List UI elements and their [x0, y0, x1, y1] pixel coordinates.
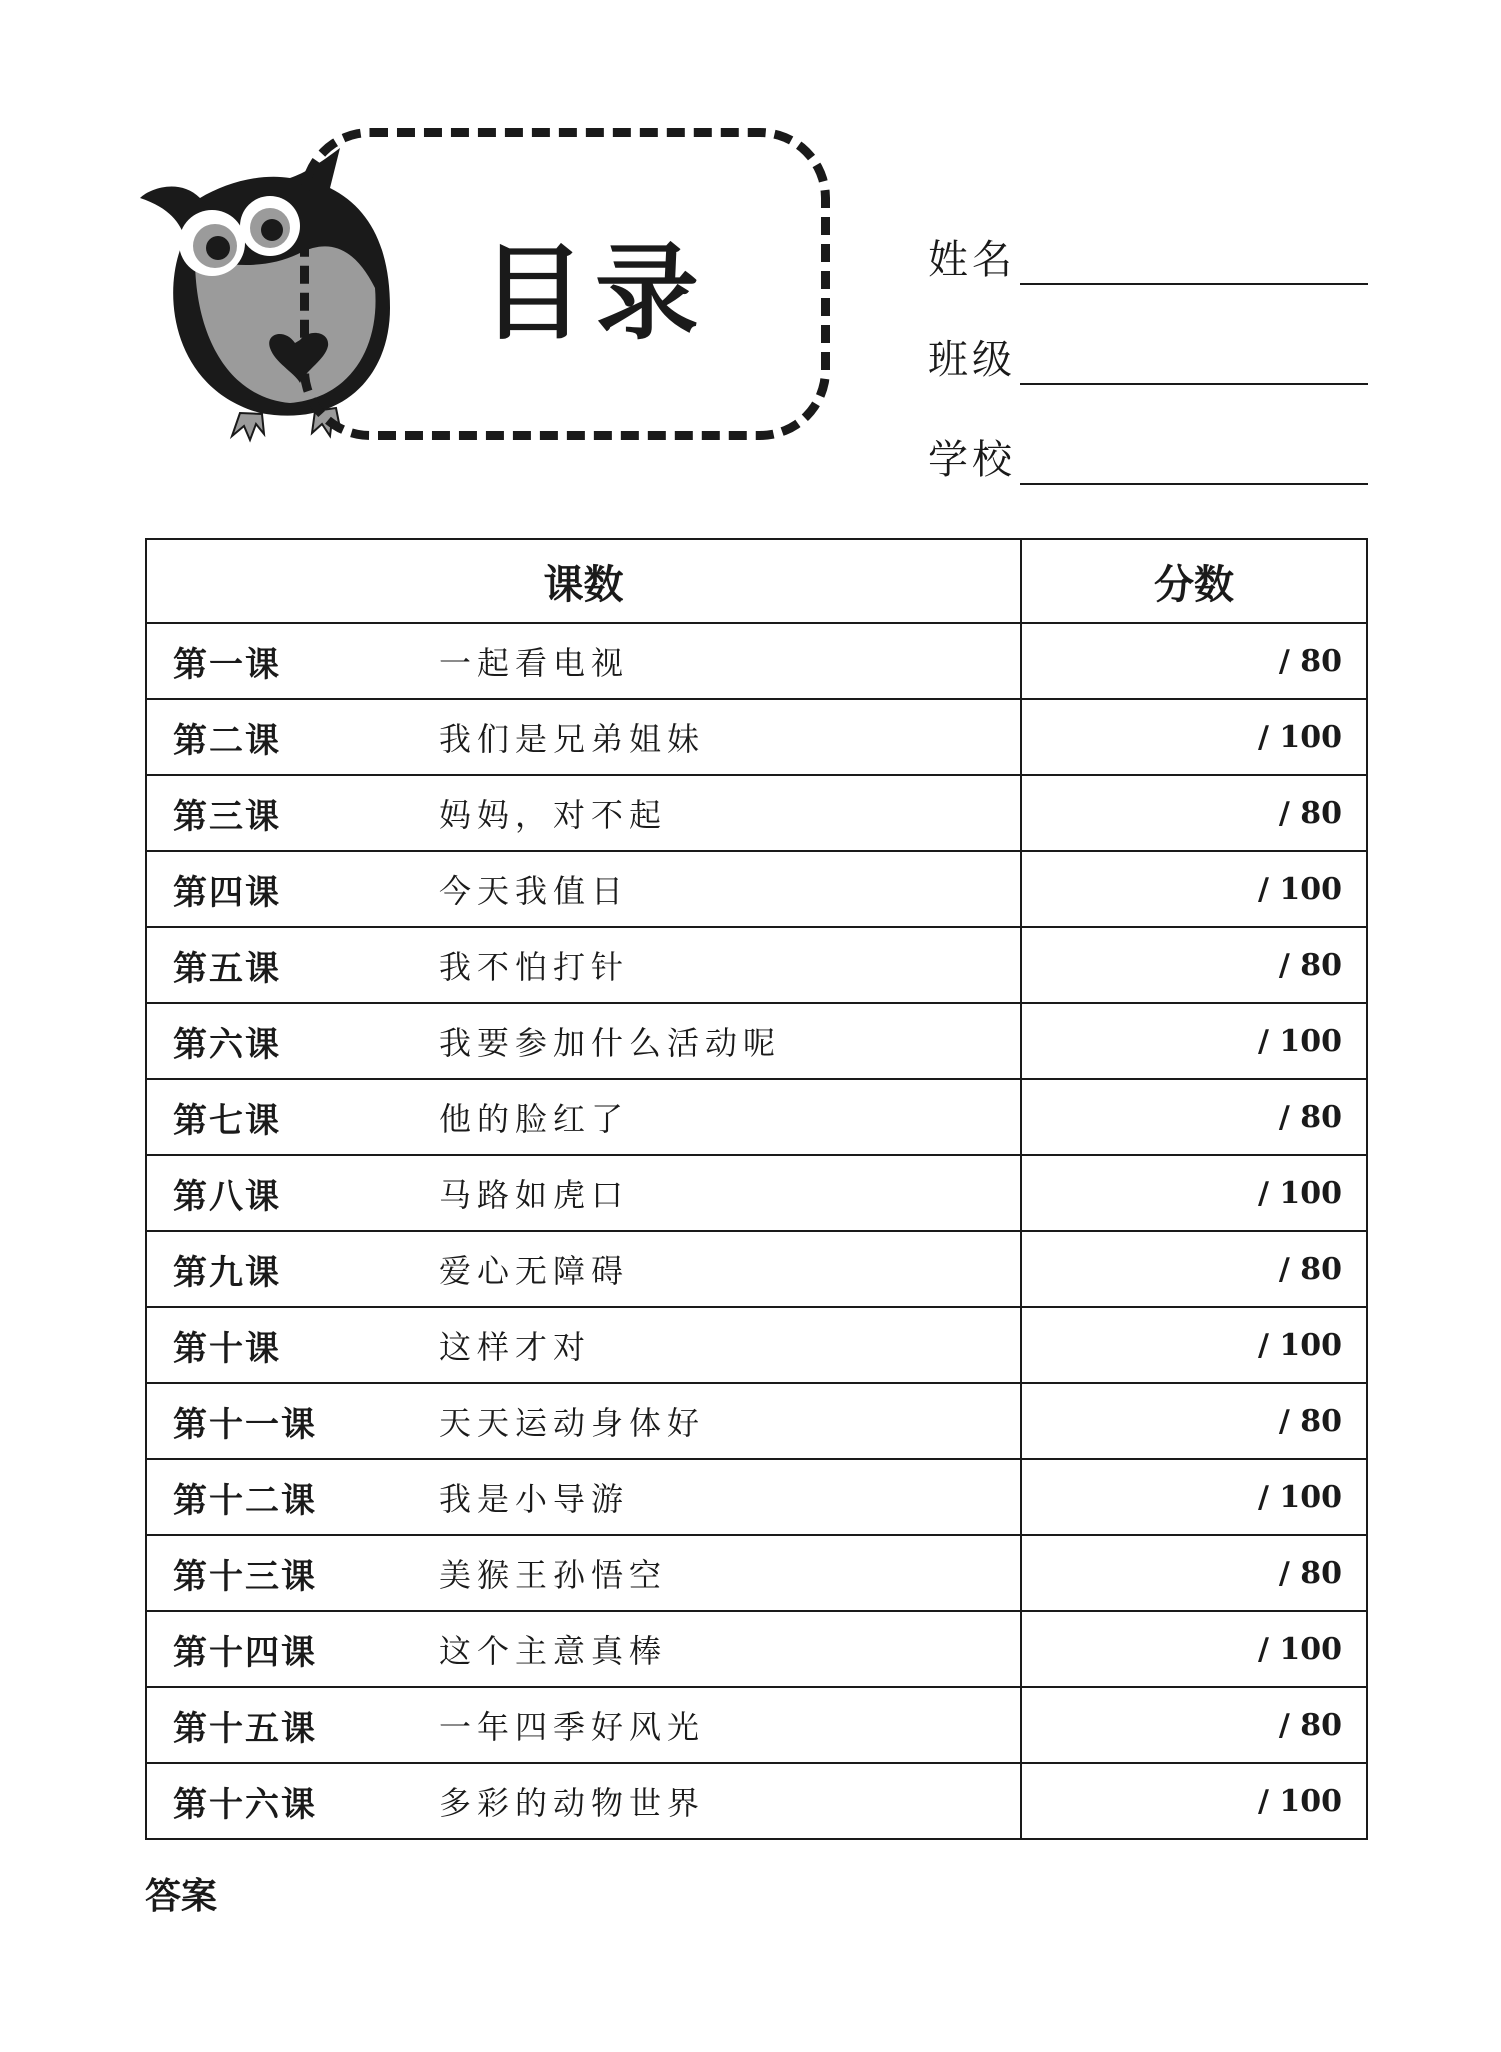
- lesson-title: 马路如虎口: [439, 1176, 630, 1214]
- lesson-number: 第八课: [173, 1176, 281, 1217]
- lesson-cell: [146, 1611, 1021, 1687]
- score-column-header: 分数: [1021, 539, 1367, 623]
- table-body: [146, 623, 1367, 1839]
- lesson-title: 妈妈，对不起: [439, 796, 668, 834]
- table-row: [146, 851, 1367, 927]
- lesson-title: 我们是兄弟姐妹: [439, 720, 706, 758]
- table-header-row: [146, 539, 1367, 623]
- lesson-title: 我不怕打针: [439, 948, 630, 986]
- score-cell: / 100: [1021, 1155, 1367, 1231]
- lesson-title: 我要参加什么活动呢: [439, 1024, 782, 1062]
- lesson-title: 这样才对: [439, 1328, 592, 1366]
- lesson-title: 爱心无障碍: [439, 1252, 630, 1290]
- lesson-number: 第一课: [173, 644, 281, 685]
- lesson-title: 今天我值日: [439, 872, 630, 910]
- lesson-number: 第九课: [173, 1252, 281, 1293]
- table-row: [146, 1459, 1367, 1535]
- table-row: [146, 927, 1367, 1003]
- score-cell: / 80: [1021, 1535, 1367, 1611]
- table-row: [146, 699, 1367, 775]
- table-row: [146, 1383, 1367, 1459]
- score-cell: / 100: [1021, 1459, 1367, 1535]
- lesson-title: 天天运动身体好: [439, 1404, 706, 1442]
- page-title: 目录: [480, 232, 709, 354]
- lesson-title: 一年四季好风光: [439, 1708, 706, 1746]
- lesson-number: 第三课: [173, 796, 281, 837]
- class-field-row: [928, 285, 1368, 385]
- school-field[interactable]: [1020, 443, 1368, 485]
- lesson-number: 第十五课: [173, 1708, 317, 1749]
- lesson-cell: [146, 1687, 1021, 1763]
- school-field-row: [928, 385, 1368, 485]
- table-row: [146, 775, 1367, 851]
- lesson-number: 第六课: [173, 1024, 281, 1065]
- class-field[interactable]: [1020, 343, 1368, 385]
- name-field[interactable]: [1020, 243, 1368, 285]
- score-cell: / 80: [1021, 623, 1367, 699]
- table-row: [146, 1079, 1367, 1155]
- lesson-number: 第十四课: [173, 1632, 317, 1673]
- table-row: [146, 1535, 1367, 1611]
- lesson-number: 第二课: [173, 720, 281, 761]
- score-cell: / 100: [1021, 1307, 1367, 1383]
- lesson-title: 美猴王孙悟空: [439, 1556, 668, 1594]
- lesson-number: 第十二课: [173, 1480, 317, 1521]
- score-cell: / 100: [1021, 1763, 1367, 1839]
- lesson-column-header: 课数: [146, 539, 1021, 623]
- lesson-cell: [146, 1155, 1021, 1231]
- lesson-cell: [146, 1383, 1021, 1459]
- lesson-cell: [146, 1079, 1021, 1155]
- school-label: 学校: [928, 437, 1016, 483]
- table-row: [146, 1763, 1367, 1839]
- lesson-title: 我是小导游: [439, 1480, 630, 1518]
- score-cell: / 80: [1021, 1231, 1367, 1307]
- lesson-number: 第七课: [173, 1100, 281, 1141]
- score-cell: / 100: [1021, 851, 1367, 927]
- lesson-number: 第五课: [173, 948, 281, 989]
- table-row: [146, 1307, 1367, 1383]
- score-cell: / 80: [1021, 1687, 1367, 1763]
- lesson-cell: [146, 1763, 1021, 1839]
- lesson-title: 他的脸红了: [439, 1100, 630, 1138]
- score-cell: / 80: [1021, 1383, 1367, 1459]
- lesson-cell: [146, 699, 1021, 775]
- page-header: [0, 0, 1501, 500]
- lesson-title: 多彩的动物世界: [439, 1784, 706, 1822]
- lesson-title: 一起看电视: [439, 644, 630, 682]
- name-label: 姓名: [928, 237, 1016, 283]
- lesson-cell: [146, 775, 1021, 851]
- class-label: 班级: [928, 337, 1016, 383]
- score-cell: / 80: [1021, 1079, 1367, 1155]
- table-row: [146, 1687, 1367, 1763]
- answers-heading: 答案: [145, 1876, 218, 1917]
- table-row: [146, 1611, 1367, 1687]
- score-cell: / 100: [1021, 699, 1367, 775]
- score-cell: / 100: [1021, 1611, 1367, 1687]
- table-row: [146, 1155, 1367, 1231]
- table-row: [146, 1003, 1367, 1079]
- lesson-cell: [146, 1459, 1021, 1535]
- table-row: [146, 623, 1367, 699]
- score-cell: / 80: [1021, 775, 1367, 851]
- name-field-row: [928, 185, 1368, 285]
- score-cell: / 80: [1021, 927, 1367, 1003]
- lesson-number: 第四课: [173, 872, 281, 913]
- lesson-cell: [146, 623, 1021, 699]
- student-info: [928, 185, 1368, 485]
- lesson-number: 第十课: [173, 1328, 281, 1369]
- lesson-cell: [146, 927, 1021, 1003]
- lesson-number: 第十三课: [173, 1556, 317, 1597]
- contents-table: [145, 538, 1368, 1840]
- table-row: [146, 1231, 1367, 1307]
- lesson-cell: [146, 1307, 1021, 1383]
- score-cell: / 100: [1021, 1003, 1367, 1079]
- lesson-title: 这个主意真棒: [439, 1632, 668, 1670]
- lesson-number: 第十六课: [173, 1784, 317, 1825]
- title-frame: [300, 128, 830, 440]
- lesson-cell: [146, 1231, 1021, 1307]
- lesson-number: 第十一课: [173, 1404, 317, 1445]
- lesson-cell: [146, 1535, 1021, 1611]
- lesson-cell: [146, 851, 1021, 927]
- lesson-cell: [146, 1003, 1021, 1079]
